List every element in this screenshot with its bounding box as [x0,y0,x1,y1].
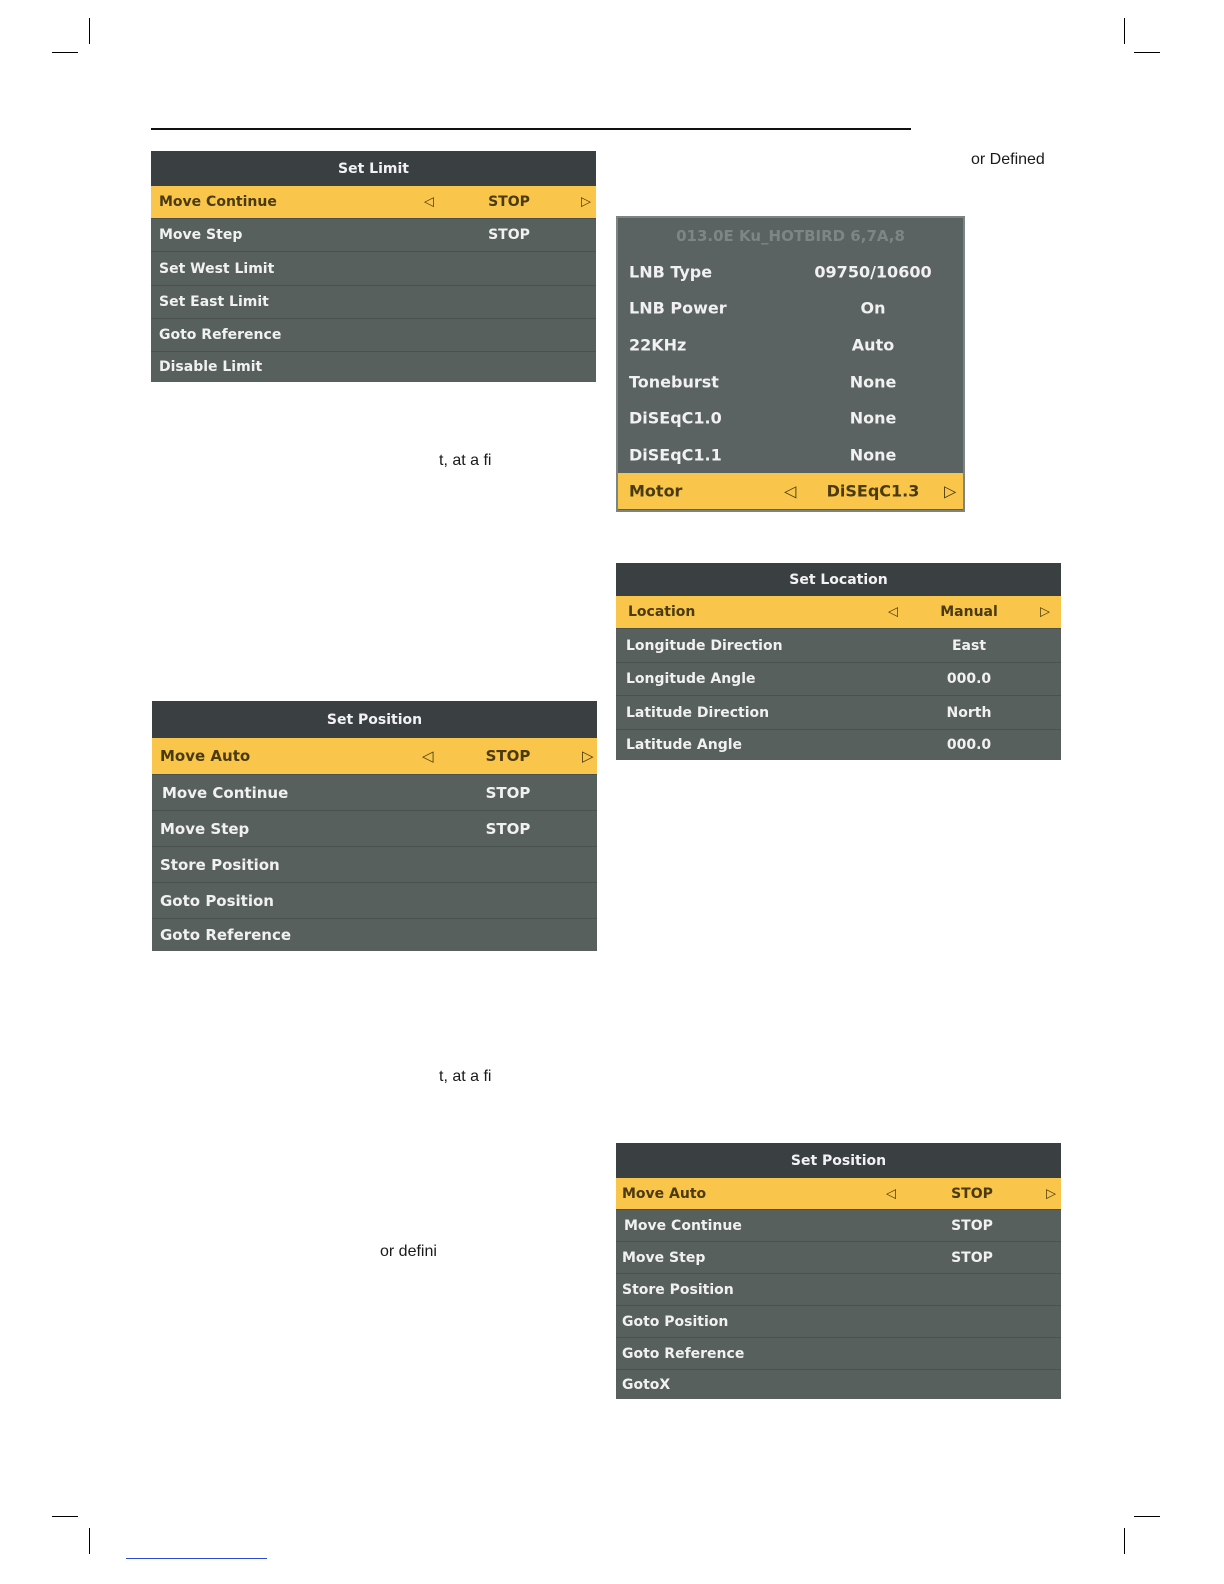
menu-row-move-step[interactable] [151,218,596,251]
lnb-row-motor[interactable] [618,473,963,509]
row-label: LNB Type [629,262,713,282]
menu-row-latitude-angle[interactable] [616,729,1061,760]
row-label: Longitude Angle [626,671,756,687]
row-label: Set West Limit [159,260,275,277]
lnb-setup-panel [616,216,965,512]
row-label: Goto Reference [159,327,282,343]
menu-row-goto-position[interactable] [616,1305,1061,1337]
menu-title: Set Position [152,701,597,738]
lnb-row-diseqc11[interactable] [618,436,963,473]
arrow-right-icon[interactable]: ▷ [944,481,957,501]
arrow-left-icon[interactable]: ◁ [424,194,434,210]
menu-title: Set Position [616,1143,1061,1178]
row-label: Store Position [622,1281,734,1298]
row-label: Move Continue [624,1217,742,1234]
row-label: Toneburst [629,372,719,391]
row-value: North [946,704,992,721]
menu-row-set-west-limit[interactable] [151,251,596,285]
text-fragment: or Defined [971,151,1045,168]
arrow-left-icon[interactable]: ◁ [886,1186,896,1201]
row-label: Longitude Direction [626,637,783,654]
row-label: Store Position [160,855,280,874]
row-value: Auto [851,335,895,354]
menu-title: Set Location [616,563,1061,596]
row-value: STOP [951,1249,993,1266]
row-label: LNB Power [629,298,727,318]
menu-row-disable-limit[interactable] [151,351,596,382]
lnb-row-lnb-power[interactable] [618,290,963,326]
row-label: GotoX [622,1376,671,1393]
row-label: Move Step [159,227,243,243]
row-value: None [849,408,897,428]
menu-row-longitude-angle[interactable] [616,662,1061,695]
menu-row-set-east-limit[interactable] [151,285,596,318]
text-fragment: t, at a fi [439,452,492,469]
arrow-right-icon[interactable]: ▷ [1040,604,1050,620]
row-label: Goto Position [622,1313,729,1330]
row-label: 22KHz [629,335,687,354]
row-label: Move Auto [160,747,251,765]
text-fragment: or defini [380,1243,437,1260]
menu-title: Set Limit [151,151,596,186]
row-label: Latitude Direction [626,704,770,721]
arrow-right-icon[interactable]: ▷ [582,747,594,765]
lnb-row-lnb-type[interactable] [618,254,963,290]
row-value: 000.0 [946,737,992,753]
row-label: Goto Reference [160,926,292,944]
row-label: Move Step [160,819,250,838]
row-value: Manual [940,604,998,620]
row-value: On [860,298,886,318]
menu-row-store-position[interactable] [616,1273,1061,1305]
row-label: Goto Position [160,891,274,910]
row-value: STOP [951,1217,993,1234]
crop-mark [1124,18,1125,44]
menu-row-move-auto[interactable] [616,1178,1061,1209]
row-label: Latitude Angle [626,737,743,753]
row-value: STOP [485,783,531,802]
arrow-left-icon[interactable]: ◁ [784,481,797,501]
row-label: Move Continue [162,783,289,802]
set-limit-menu [151,151,596,382]
row-value: 09750/10600 [814,262,932,282]
lnb-row-diseqc10[interactable] [618,400,963,436]
row-value: None [849,445,897,464]
text-fragment: t, at a fi [439,1068,492,1085]
header-rule [151,128,911,130]
crop-mark [1124,1528,1125,1554]
row-label: Motor [629,481,683,501]
menu-row-goto-position[interactable] [152,882,597,918]
menu-row-gotox[interactable] [616,1369,1061,1399]
menu-row-move-auto[interactable] [152,738,597,774]
crop-mark [89,18,90,44]
row-label: Move Auto [622,1185,707,1202]
set-position-menu [152,701,597,951]
crop-mark [89,1528,90,1554]
set-position-gotox-menu [616,1143,1061,1399]
menu-row-latitude-direction[interactable] [616,695,1061,729]
menu-row-move-continue[interactable] [151,186,596,218]
menu-row-move-continue[interactable] [152,774,597,810]
row-value: DiSEqC1.3 [826,481,920,501]
row-label: DiSEqC1.0 [629,408,722,428]
lnb-row-22khz[interactable] [618,326,963,363]
row-value: None [849,372,897,391]
satellite-name: 013.0E Ku_HOTBIRD 6,7A,8 [676,227,905,245]
arrow-left-icon[interactable]: ◁ [422,747,434,765]
menu-row-store-position[interactable] [152,846,597,882]
crop-mark [1134,52,1160,53]
row-label: Goto Reference [622,1345,745,1362]
arrow-right-icon[interactable]: ▷ [581,194,591,210]
row-value: STOP [488,227,530,243]
row-label: DiSEqC1.1 [629,445,722,464]
crop-mark [52,1516,78,1517]
row-value: STOP [485,819,531,838]
row-value: STOP [951,1185,993,1202]
crop-mark [1134,1516,1160,1517]
row-label: Location [628,604,696,620]
menu-row-location[interactable] [616,596,1061,628]
row-value: STOP [485,747,531,765]
menu-row-move-step[interactable] [616,1241,1061,1273]
arrow-right-icon[interactable]: ▷ [1046,1186,1056,1201]
row-value: 000.0 [946,671,992,687]
set-location-menu [616,563,1061,760]
row-label: Move Step [622,1249,706,1266]
menu-row-move-continue[interactable] [616,1209,1061,1241]
menu-row-goto-reference[interactable] [151,318,596,351]
row-label: Move Continue [159,194,277,210]
menu-row-move-step[interactable] [152,810,597,846]
crop-mark [52,52,78,53]
menu-row-goto-reference[interactable] [152,918,597,951]
row-label: Set East Limit [159,294,269,310]
row-value: East [951,637,987,654]
menu-row-longitude-direction[interactable] [616,628,1061,662]
menu-row-goto-reference[interactable] [616,1337,1061,1369]
arrow-left-icon[interactable]: ◁ [888,604,898,620]
row-value: STOP [488,194,530,210]
lnb-row-toneburst[interactable] [618,363,963,400]
row-label: Disable Limit [159,359,263,375]
footer-link-underline [126,1558,267,1559]
